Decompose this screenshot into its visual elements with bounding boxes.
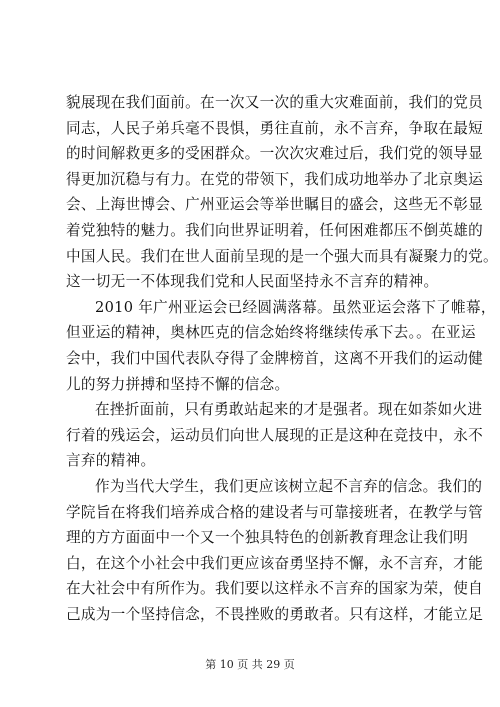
text-line: 作为当代大学生，我们更应该树立起不言弃的信念。我们的 bbox=[95, 477, 483, 495]
page-footer bbox=[0, 658, 500, 672]
text-line: 得更加沉稳与有力。在党的带领下，我们成功地举办了北京奥运 bbox=[66, 170, 484, 188]
text-line: 中国人民。我们在世人面前呈现的是一个强大而具有凝聚力的党。 bbox=[66, 247, 498, 265]
text-line: 己成为一个坚持信念，不畏挫败的勇敢者。只有这样，才能立足 bbox=[66, 605, 484, 623]
text-line: 儿的努力拼搏和坚持不懈的信念。 bbox=[66, 375, 290, 393]
body-text bbox=[66, 90, 498, 627]
page-number-label: 第 10 页 共 29 页 bbox=[205, 658, 295, 671]
text-line: 理的方方面面中一个又一个独具特色的创新教育理念让我们明 bbox=[66, 529, 469, 547]
text-line: 貌展现在我们面前。在一次又一次的重大灾难面前，我们的党员 bbox=[66, 94, 484, 111]
text-line: 学院旨在将我们培养成合格的建设者与可靠接班者，在教学与管 bbox=[66, 503, 484, 521]
text-line: 在大社会中有所作为。我们要以这样永不言弃的国家为荣，使自 bbox=[66, 580, 484, 598]
text-line: 但亚运的精神，奥林匹克的信念始终将继续传承下去。。在亚运 bbox=[66, 324, 476, 342]
text-line: 言弃的精神。 bbox=[66, 452, 156, 470]
text-line: 的时间解救更多的受困群众。一次次灾难过后，我们党的领导显 bbox=[66, 145, 484, 163]
text-line: 会、上海世博会、广州亚运会等举世瞩目的盛会，这些无不彰显 bbox=[66, 196, 484, 214]
text-line: 会中，我们中国代表队夺得了金牌榜首，这离不开我们的运动健 bbox=[66, 349, 484, 367]
text-line: 这一切无一不体现我们党和人民面坚持永不言弃的精神。 bbox=[66, 273, 439, 291]
text-line: 在挫折面前，只有勇敢站起来的才是强者。现在如荼如火进 bbox=[95, 401, 483, 419]
text-line: 2010 年广州亚运会已经圆满落幕。虽然亚运会落下了帷幕， bbox=[95, 298, 496, 316]
text-line: 白，在这个小社会中我们更应该奋勇坚持不懈，永不言弃，才能 bbox=[66, 554, 484, 572]
text-line: 同志，人民子弟兵毫不畏惧，勇往直前，永不言弃，争取在最短 bbox=[66, 119, 484, 137]
text-line: 行着的残运会，运动员们向世人展现的正是这种在竞技中，永不 bbox=[66, 426, 484, 444]
text-line: 着党独特的魅力。我们向世界证明着，任何困难都压不倒英雄的 bbox=[66, 221, 484, 239]
